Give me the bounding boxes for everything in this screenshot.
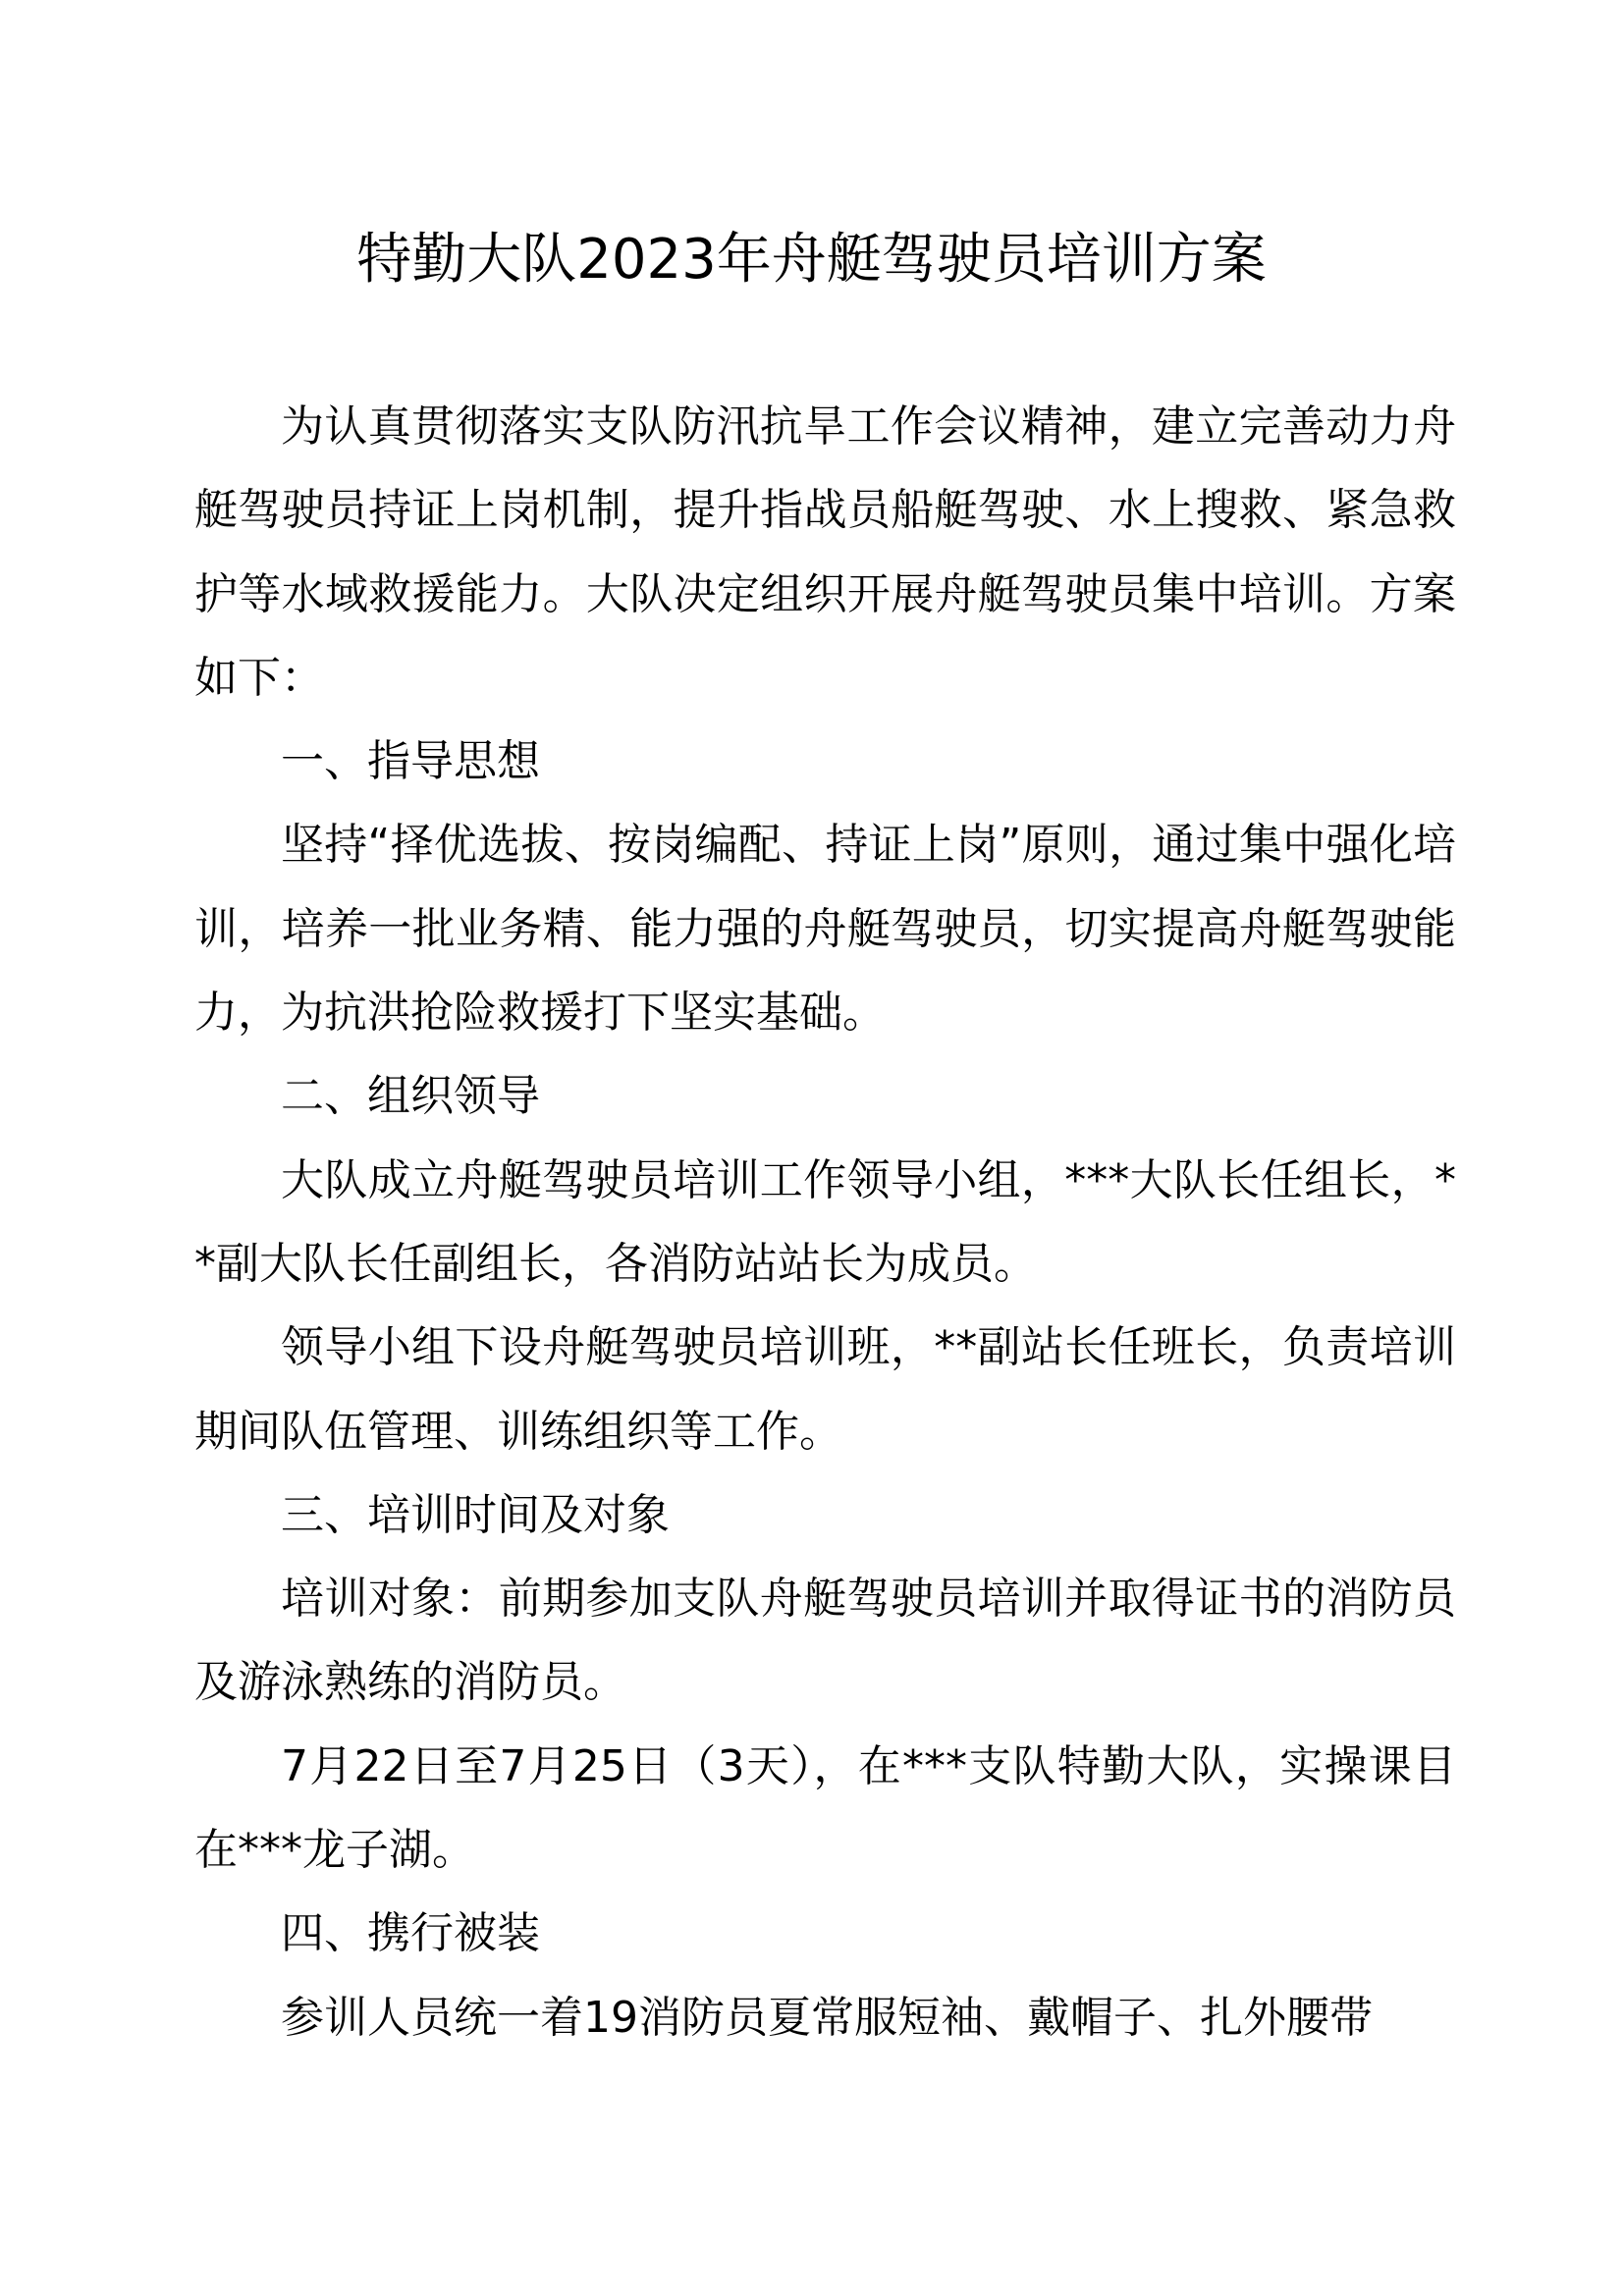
paragraph-training-time: 7月22日至7月25日（3天），在***支队特勤大队，实操课目在***龙子湖。	[194, 1740, 1456, 1876]
section-heading-guiding-ideology: 一、指导思想	[281, 736, 540, 787]
paragraph-guiding-ideology: 坚持“择优选拔、按岗编配、持证上岗”原则，通过集中强化培训，培养一批业务精、能力强的舟艇驾驶员，切实提高舟艇驾驶能力，为抗洪抢险救援打下坚实基础。	[194, 820, 1456, 1039]
paragraph-uniform: 参训人员统一着19消防员夏常服短袖、戴帽子、扎外腰带	[281, 1992, 1373, 2043]
paragraph-training-class: 领导小组下设舟艇驾驶员培训班，**副站长任班长，负责培训期间队伍管理、训练组织等工作。	[194, 1322, 1456, 1457]
paragraph-leadership-group: 大队成立舟艇驾驶员培训工作领导小组，***大队长任组长，**副大队长任副组长，各消防站站长为成员。	[194, 1154, 1456, 1289]
document-title: 特勤大队2023年舟艇驾驶员培训方案	[356, 228, 1267, 292]
section-heading-time-and-target: 三、培训时间及对象	[281, 1489, 670, 1540]
paragraph-training-target: 培训对象：前期参加支队舟艇驾驶员培训并取得证书的消防员及游泳熟练的消防员。	[194, 1574, 1456, 1708]
document-body	[194, 385, 1456, 2059]
section-heading-uniform: 四、携行被装	[281, 1908, 540, 1959]
intro-paragraph: 为认真贯彻落实支队防汛抗旱工作会议精神，建立完善动力舟艇驾驶员持证上岗机制，提升指战员船艇驾驶、水上搜救、紧急救护等水域救援能力。大队决定组织开展舟艇驾驶员集中培训。方案如下：	[194, 401, 1456, 703]
section-heading-organization: 二、组织领导	[281, 1071, 540, 1122]
